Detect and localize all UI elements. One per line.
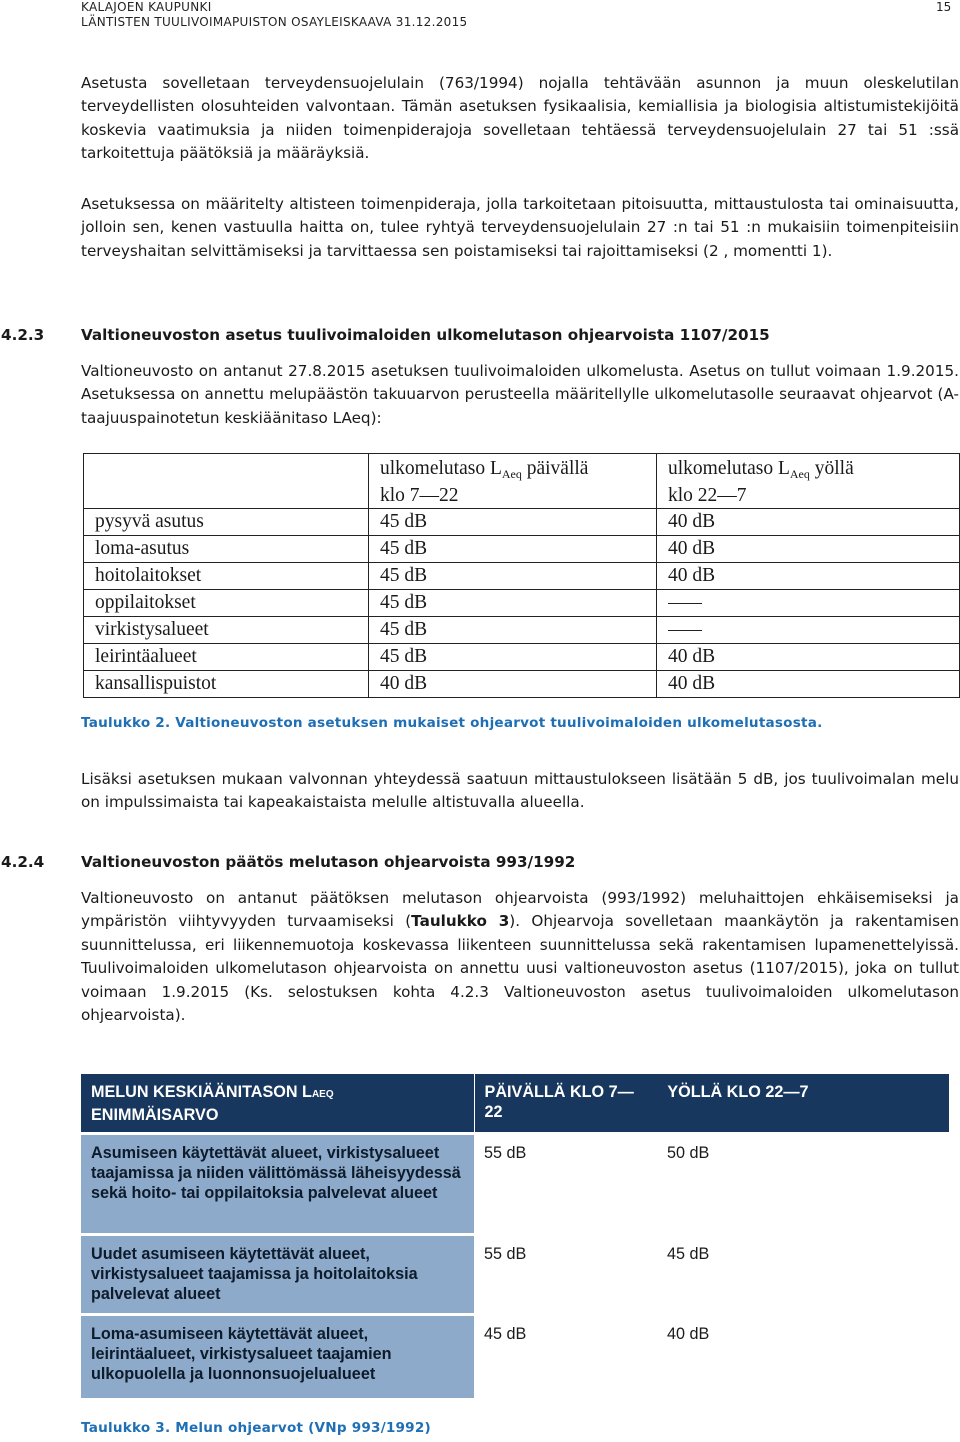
table-row: oppilaitokset 45 dB — [84, 590, 960, 617]
table-row: leirintäalueet 45 dB 40 dB — [84, 644, 960, 671]
paragraph-4 — [81, 768, 959, 815]
table-3-reference: Taulukko 3 — [411, 912, 510, 931]
table-2-caption: Taulukko 2. Valtioneuvoston asetuksen mukaiset ohjearvot tuulivoimaloiden ulkomelutasosta. — [81, 715, 823, 731]
paragraph-3 — [81, 360, 959, 430]
noise-guideline-table-3 — [81, 1074, 949, 1398]
table-header-empty — [84, 454, 369, 509]
table-row: hoitolaitokset 45 dB 40 dB — [84, 563, 960, 590]
paragraph-text: Asetusta sovelletaan terveydensuojelulain (763/1994) nojalla tehtävään asunnon ja muun oleskelutilan terveydellisten olosuhteiden valvontaan. Tämän asetuksen fysikaalisia, kemiallisia ja biologisia altistumistekijöitä koskevia vaatimuksia ja niiden toimenpiderajoja sovelletaan tehtäessä terveydensuojelulain 27 tai 51 :ssä tarkoitettuja päätöksiä ja määräyksiä. — [81, 74, 959, 163]
paragraph-text: Valtioneuvosto on antanut päätöksen melutason ohjearvoista (993/1992) meluhaittojen ehkäisemiseksi ja ympäristön viihtyvyyden turvaamiseksi (Taulukko 3). Ohjearvoja sovelletaan maankäytön ja rakentamisen suunnittelussa, eri liikennemuotoja koskevassa liikenteen suunnittelussa sekä rakentamisen lupamenettelyissä. Tuulivoimaloiden ulkomelutason ohjearvoista on annettu uusi valtioneuvoston asetus (1107/2015), joka on tullut voimaan 1.9.2015 (Ks. selostuksen kohta 4.2.3 Valtioneuvoston asetus tuulivoimaloiden ulkomelutason ohjearvoista). — [81, 889, 959, 1025]
section-heading-4-2-4: 4.2.4 Valtioneuvoston päätös melutason ohjearvoista 993/1992 — [1, 853, 576, 871]
table-row: loma-asutus 45 dB 40 dB — [84, 536, 960, 563]
table-row: virkistysalueet 45 dB — [84, 617, 960, 644]
table-header-night: YÖLLÄ KLO 22—7 — [657, 1074, 949, 1132]
section-heading-4-2-3: 4.2.3 Valtioneuvoston asetus tuulivoimaloiden ulkomelutason ohjearvoista 1107/2015 — [1, 326, 770, 344]
table-header-day: PÄIVÄLLÄ KLO 7— 22 — [475, 1074, 658, 1132]
noise-guideline-table-2 — [83, 453, 960, 698]
page-number: 15 — [936, 0, 952, 14]
section-title: Valtioneuvoston asetus tuulivoimaloiden ulkomelutason ohjearvoista 1107/2015 — [81, 326, 770, 344]
paragraph-text: Asetuksessa on määritelty altisteen toimenpideraja, jolla tarkoitetaan pitoisuutta, mittaustulosta tai ominaisuutta, jolloin sen, kenen vastuulla haitta on, tulee ryhtyä terveydensuojelulain 27 :n tai 51 :n mukaisiin toimenpiteisiin terveyshaitan selvittämiseksi ja tarvittaessa sen poistamiseksi tai rajoittamiseksi (2 , momentti 1). — [81, 195, 959, 260]
table-row: Asumiseen käytettävät alueet, virkistysalueet taajamissa ja niiden välittömässä läheisyydessä sekä hoito- tai oppilaitoksia palvelevat alueet 55 dB 50 dB — [81, 1135, 949, 1233]
section-title: Valtioneuvoston päätös melutason ohjearvoista 993/1992 — [81, 853, 576, 871]
paragraph-1 — [81, 72, 959, 166]
table-row: Loma-asumiseen käytettävät alueet, leirintäalueet, virkistysalueet taajamien ulkopuolella ja luonnonsuojelualueet 45 dB 40 dB — [81, 1316, 949, 1398]
table-row: Uudet asumiseen käytettävät alueet, virkistysalueet taajamissa ja hoitolaitoksia palvelevat alueet 55 dB 45 dB — [81, 1236, 949, 1313]
table-header-limit: MELUN KESKIÄÄNITASON LAEQ ENIMMÄISARVO — [81, 1074, 474, 1132]
paragraph-text: Lisäksi asetuksen mukaan valvonnan yhteydessä saatuun mittaustulokseen lisätään 5 dB, jos tuulivoimalan melu on impulssimaista tai kapeakaistaista melulle altistuvalla alueella. — [81, 770, 959, 812]
table-3-caption: Taulukko 3. Melun ohjearvot (VNp 993/1992) — [81, 1420, 431, 1436]
paragraph-text: Valtioneuvosto on antanut 27.8.2015 asetuksen tuulivoimaloiden ulkomelusta. Asetus on tullut voimaan 1.9.2015. Asetuksessa on annettu melupäästön takuuarvon perusteella määritellylle ulkomelutasolle seuraavat ohjearvot (A-taajuuspainotetun keskiäänitaso LAeq): — [81, 362, 959, 427]
not-applicable-dash — [657, 590, 960, 617]
page-header — [81, 0, 467, 30]
header-document-title: LÄNTISTEN TUULIVOIMAPUISTON OSAYLEISKAAVA 31.12.2015 — [81, 15, 468, 29]
paragraph-5 — [81, 887, 959, 1027]
header-city: KALAJOEN KAUPUNKI — [81, 0, 212, 14]
table-row: kansallispuistot 40 dB 40 dB — [84, 671, 960, 698]
table-header-row — [84, 454, 960, 509]
table-header-night: ulkomelutaso $L_{Aeq}$ yöllä klo 22—7 — [657, 454, 960, 509]
table-row: pysyvä asutus 45 dB 40 dB — [84, 509, 960, 536]
table-header-row — [81, 1074, 949, 1132]
not-applicable-dash — [657, 617, 960, 644]
paragraph-2 — [81, 193, 959, 263]
table-header-day: ulkomelutaso $L_{Aeq}$ päivällä klo 7—22 — [369, 454, 657, 509]
